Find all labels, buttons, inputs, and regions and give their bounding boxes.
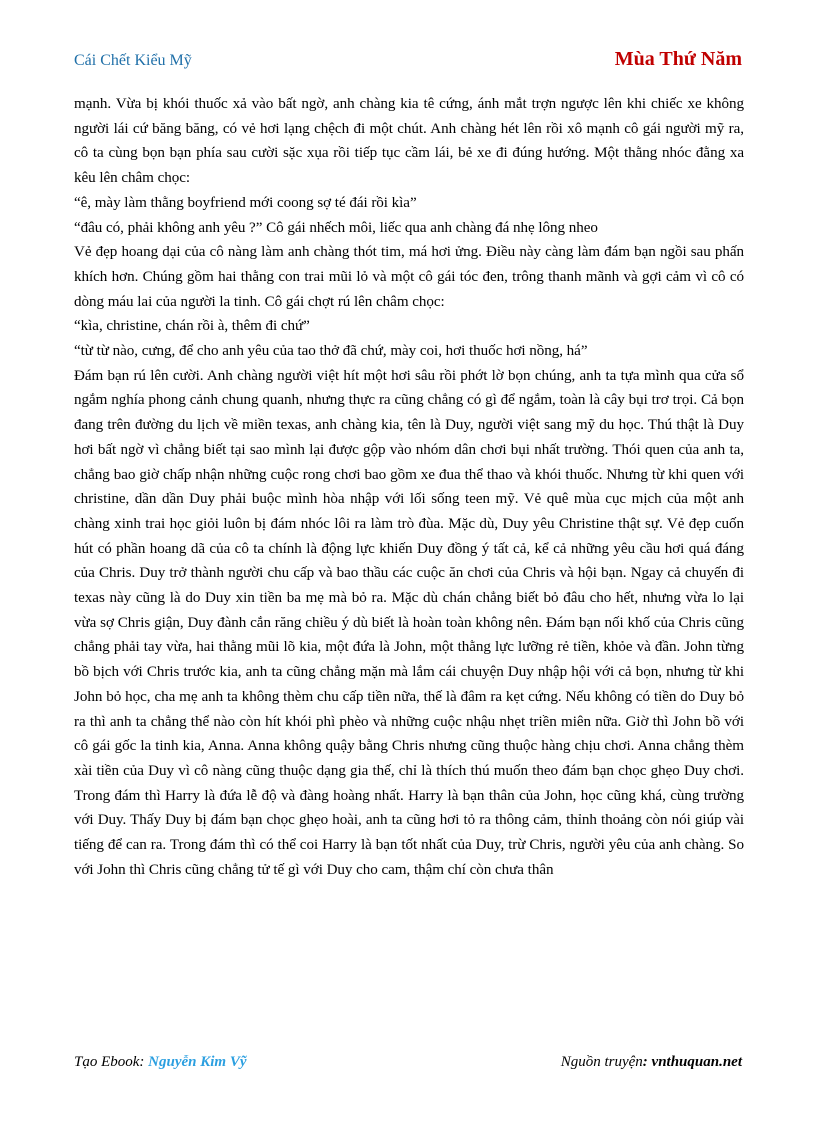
page-body xyxy=(74,92,744,883)
page-header xyxy=(74,48,742,76)
body-paragraph-1: mạnh. Vừa bị khói thuốc xả vào bất ngờ, anh chàng kia tê cứng, ánh mắt trợn ngược lên khi chiếc xe không người lái cứ băng băng, có vẻ hơi lạng chệch đi một chút. Anh chàng hét lên rồi xô mạnh cô gái người mỹ ra, cô ta cùng bọn bạn phía sau cười sặc xụa rồi tiếp tục cầm lái, bẻ xe đi đúng hướng. Một thằng nhóc đằng xa kêu lên châm chọc: xyxy=(74,96,744,187)
body-paragraph-4: Vẻ đẹp hoang dại của cô nàng làm anh chàng thót tim, má hơi ửng. Điều này càng làm đám bạn ngồi sau phấn khích hơn. Chúng gồm hai thằng con trai mũi lỏ và một cô gái tóc đen, trông thanh mãnh và gợi cảm vì cô có dòng máu lai của người la tinh. Cô gái chợt rú lên châm chọc: xyxy=(74,244,744,310)
body-paragraph-6: “từ từ nào, cưng, để cho anh yêu của tao thở đã chứ, mày coi, hơi thuốc hơi nồng, há” xyxy=(74,343,588,360)
body-paragraph-7: Đám bạn rú lên cười. Anh chàng người việt hít một hơi sâu rồi phớt lờ bọn chúng, anh ta tựa mình qua cửa sổ ngắm nghía phong cảnh chung quanh, nhưng thực ra cũng chẳng có gì để ngắm, toàn là cây bụi trơ trọi. Cả bọn đang trên đường du lịch về miền texas, anh chàng kia, tên là Duy, người việt sang mỹ du học. Thú thật là Duy hơi bất ngờ vì chẳng biết tại sao mình lại được gộp vào nhóm dân chơi bụi nhất trường. Thói quen của anh ta, chẳng bao giờ chấp nhận những cuộc rong chơi bao gồm xe đua thể thao và khói thuốc. Nhưng từ khi quen với christine, dần dần Duy phải buộc mình hòa nhập với lối sống teen mỹ. Vẻ quê mùa cục mịch của một anh chàng xinh trai học giỏi luôn bị đám nhóc lôi ra làm trò đùa. Mặc dù, Duy yêu Christine thật sự. Vẻ đẹp cuốn hút có phần hoang dã của cô ta chính là động lực khiến Duy đồng ý tất cả, kể cả những yêu cầu hơi quá đáng của Chris. Duy trở thành người chu cấp và bao thầu các cuộc ăn chơi của Chris và hội bạn. Ngay cả chuyến đi texas này cũng là do Duy xin tiền ba mẹ mà bỏ ra. Mặc dù chán chẳng biết bỏ đâu cho hết, nhưng vừa lo lại vừa sợ Chris giận, Duy đành cắn răng chiều ý dù biết là hoàn toàn không nên. Đám bạn nối khố của Chris cũng chẳng phải tay vừa, hai thằng mũi lõ kia, một đứa là John, một thằng lực lưỡng rẻ tiền, khỏe và đần. John từng bồ bịch với Chris trước kia, anh ta cũng chẳng mặn mà lắm cái chuyện Duy nhập hội với cả bọn, nhưng từ khi John bỏ học, cha mẹ anh ta không thèm chu cấp tiền nữa, thế là đâm ra kẹt cứng. Nếu không có tiền do Duy bỏ ra thì anh ta chẳng thể nào còn hít khói phì phèo và những cuộc nhậu nhẹt triền miên nữa. Giờ thì John bồ với cô gái gốc la tinh kia, Anna. Anna không quậy bằng Chris nhưng cũng thuộc hàng chịu chơi. Anna chẳng thèm xài tiền của Duy vì cô nàng cũng thuộc dạng gia thế, chỉ là thích thú muốn theo đám bạn chọc ghẹo Duy chơi. Trong đám thì Harry là đứa lễ độ và đàng hoàng nhất. Harry là bạn thân của John, học cũng khá, cùng trường với Duy. Thấy Duy bị đám bạn chọc ghẹo hoài, anh ta cũng hơi tỏ ra thông cảm, thỉnh thoảng còn nói giúp vài tiếng để can ra. Trong đám thì có thể coi Harry là bạn tốt nhất của Duy, trừ Chris, người yêu của anh chàng. So với John thì Chris cũng chẳng tử tế gì với Duy cho cam, thậm chí còn chưa thân xyxy=(74,367,744,878)
book-title: Cái Chết Kiểu Mỹ xyxy=(74,52,192,69)
source-credit xyxy=(561,1054,742,1071)
body-paragraph-2: “ê, mày làm thằng boyfriend mới coong sợ té đái rồi kìa” xyxy=(74,194,417,211)
ebook-separator: : xyxy=(139,1054,149,1070)
ebook-creator-name: Nguyễn Kim Vỹ xyxy=(148,1054,247,1070)
body-paragraph-3: “đâu có, phải không anh yêu ?” Cô gái nhếch môi, liếc qua anh chàng đá nhẹ lông nheo xyxy=(74,219,598,236)
ebook-credit xyxy=(74,1054,247,1071)
ebook-label: Tạo Ebook xyxy=(74,1054,140,1070)
source-label: Nguồn truyện xyxy=(560,1054,643,1070)
author-name: Mùa Thứ Năm xyxy=(614,48,742,70)
source-site: vnthuquan.net xyxy=(651,1054,742,1070)
source-separator: : xyxy=(642,1054,652,1070)
body-paragraph-5: “kìa, christine, chán rồi à, thêm đi chứ” xyxy=(74,318,310,335)
